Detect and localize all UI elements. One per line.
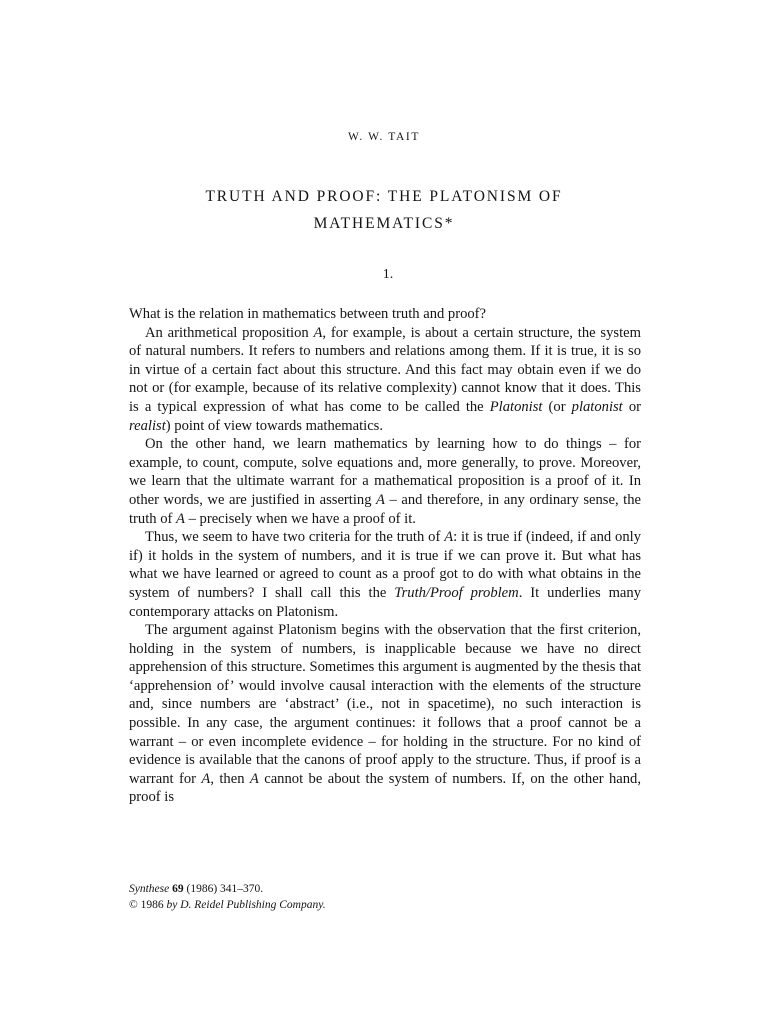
copyright-line [129,897,641,913]
author-name: W. W. TAIT [348,131,420,143]
paper-title-line-2: MATHEMATICS* [313,215,455,232]
journal-name: Synthese [129,883,170,895]
body-text [129,305,641,807]
paragraph-1: What is the relation in mathematics between truth and proof? [129,306,487,322]
paragraph-3: On the other hand, we learn mathematics by learning how to do things – for example, to count, compute, solve equations and, more generally, to prove. Moreover, we learn that the ultimate warrant for a mathematical proposition is a proof of it. In other words, we are justified in asserting A – and therefore, in any ordinary sense, the truth of A – precisely when we have a proof of it. [129,436,641,527]
section-number: 1. [382,267,394,282]
paper-title-line-1: TRUTH AND PROOF: THE PLATONISM OF [205,188,563,205]
paragraph-2: An arithmetical proposition A, for example, is about a certain structure, the system of natural numbers. It refers to numbers and relations among them. If it is true, it is so in virtue of a certain fact about this structure. And this fact may obtain even if we do not or (for example, because of its relative complexity) cannot know that it does. This is a typical expression of what has come to be called the Platonist (or platonist or realist) point of view towards mathematics. [129,324,641,434]
journal-citation [129,881,641,897]
paper-title [0,183,768,237]
copyright-symbol: © [129,899,138,911]
paragraph-5: The argument against Platonism begins with the observation that the first criterion, holding in the system of numbers, is inapplicable because we have no direct apprehension of this structure. Sometimes this argument is augmented by the thesis that ‘apprehension of’ would involve causal interaction with the elements of the structure and, since numbers are ‘abstract’ (i.e., not in spacetime), no such interaction is possible. In any case, the argument continues: it follows that a proof cannot be a warrant – or even incomplete evidence – for holding in the structure. For no kind of evidence is available that the canons of proof apply to the structure. Thus, if proof is a warrant for A, then A cannot be about the system of numbers. If, on the other hand, proof is [129,622,641,806]
publisher-name: by D. Reidel Publishing Company. [166,899,326,911]
journal-volume: 69 [172,883,184,895]
copyright-year: 1986 [140,899,164,911]
journal-issue-info: (1986) 341–370. [186,883,264,895]
paragraph-4: Thus, we seem to have two criteria for the truth of A: it is true if (indeed, if and only if) it holds in the system of numbers, and it is true if we can prove it. But what has what we have learned or agreed to count as a proof got to do with what obtains in the system of numbers? I shall call this the Truth/Proof problem. It underlies many contemporary attacks on Platonism. [129,529,641,620]
footnote-citation [129,881,641,913]
